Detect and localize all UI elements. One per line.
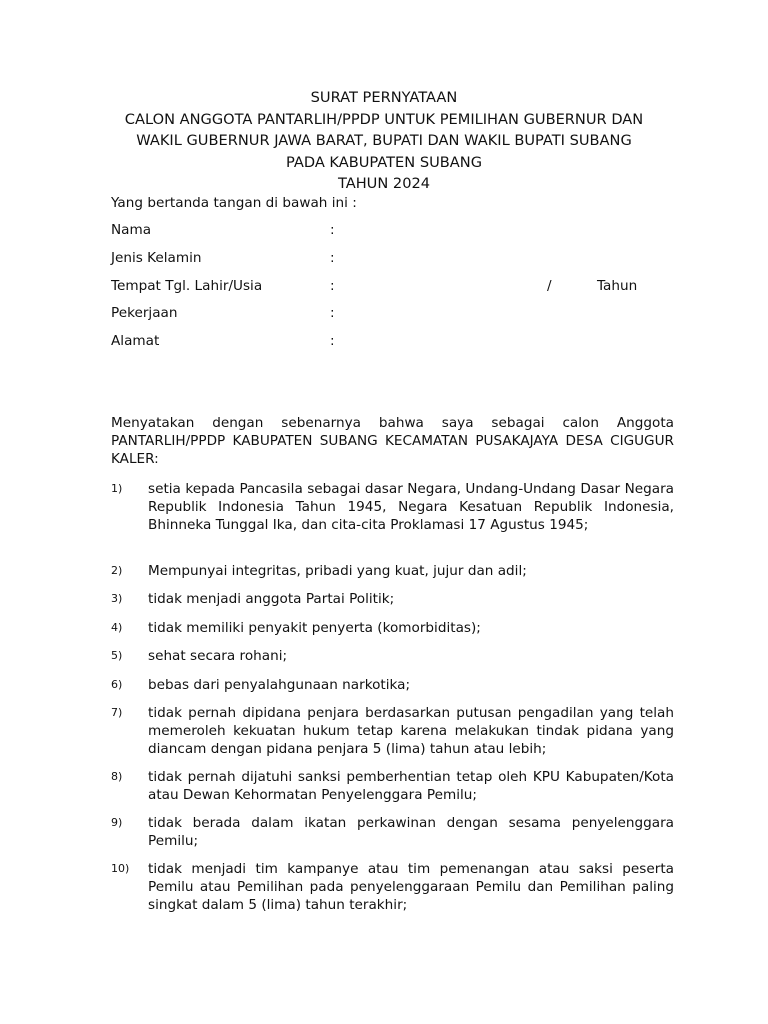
list-text: bebas dari penyalahgunaan narkotika; (148, 677, 411, 693)
field-colon: : (330, 222, 335, 238)
statement-paragraph: Menyatakan dengan sebenarnya bahwa saya sebagai calon Anggota PANTARLIH/PPDP KABUPATEN SUBANG KECAMATAN PUSAKAJAYA DESA CIGUGUR KALER: (111, 415, 674, 468)
field-jenis-kelamin (111, 249, 671, 267)
title-line: SURAT PERNYATAAN (310, 89, 458, 106)
list-number: 8) (111, 770, 123, 783)
field-colon: : (330, 278, 335, 294)
list-number: 10) (111, 862, 130, 875)
title-line: WAKIL GUBERNUR JAWA BARAT, BUPATI DAN WAKIL BUPATI SUBANG (136, 132, 632, 149)
list-text: setia kepada Pancasila sebagai dasar Negara, Undang-Undang Dasar Negara Republik Indonesia Tahun 1945, Negara Kesatuan Republik Indonesia, Bhinneka Tunggal Ika, dan cita-cita Proklamasi 17 Agustus 1945; (148, 481, 674, 534)
list-number: 7) (111, 706, 123, 719)
list-number: 2) (111, 564, 123, 577)
field-label: Jenis Kelamin (111, 250, 202, 266)
field-colon: : (330, 333, 335, 349)
field-suffix: Tahun (597, 278, 638, 294)
list-number: 4) (111, 621, 123, 634)
field-colon: : (330, 305, 335, 321)
list-text: Mempunyai integritas, pribadi yang kuat, jujur dan adil; (148, 563, 527, 579)
list-text: sehat secara rohani; (148, 648, 288, 664)
list-number: 3) (111, 592, 123, 605)
intro-text: Yang bertanda tangan di bawah ini : (111, 195, 357, 211)
title-line: CALON ANGGOTA PANTARLIH/PPDP UNTUK PEMILIHAN GUBERNUR DAN (124, 110, 644, 128)
field-slash: / (547, 278, 552, 294)
field-colon: : (330, 250, 335, 266)
list-number: 9) (111, 816, 123, 829)
field-label: Nama (111, 222, 152, 238)
list-text: tidak menjadi tim kampanye atau tim pemenangan atau saksi peserta Pemilu atau Pemilihan pada penyelenggaraan Pemilu dan Pemilihan paling singkat dalam 5 (lima) tahun terakhir; (148, 861, 674, 914)
field-alamat (111, 332, 671, 350)
field-tempat-tgl-lahir (111, 277, 671, 295)
title-line: PADA KABUPATEN SUBANG (285, 153, 483, 171)
field-label: Alamat (111, 333, 160, 349)
list-text: tidak memiliki penyakit penyerta (komorbiditas); (148, 620, 481, 636)
document-title (96, 87, 672, 195)
list-text: tidak menjadi anggota Partai Politik; (148, 591, 395, 607)
list-text: tidak berada dalam ikatan perkawinan dengan sesama penyelenggara Pemilu; (148, 815, 674, 850)
field-pekerjaan (111, 304, 671, 322)
list-number: 5) (111, 649, 123, 662)
list-text: tidak pernah dijatuhi sanksi pemberhentian tetap oleh KPU Kabupaten/Kota atau Dewan Kehormatan Penyelenggara Pemilu; (148, 769, 674, 804)
list-number: 1) (111, 482, 123, 495)
list-text: tidak pernah dipidana penjara berdasarkan putusan pengadilan yang telah memeroleh kekuatan hukum tetap karena melakukan tindak pidana yang diancam dengan pidana penjara 5 (lima) tahun atau lebih; (148, 705, 674, 758)
list-number: 6) (111, 678, 123, 691)
field-label: Tempat Tgl. Lahir/Usia (111, 278, 263, 294)
field-nama (111, 221, 671, 239)
field-label: Pekerjaan (111, 305, 178, 321)
title-line: TAHUN 2024 (337, 175, 431, 192)
